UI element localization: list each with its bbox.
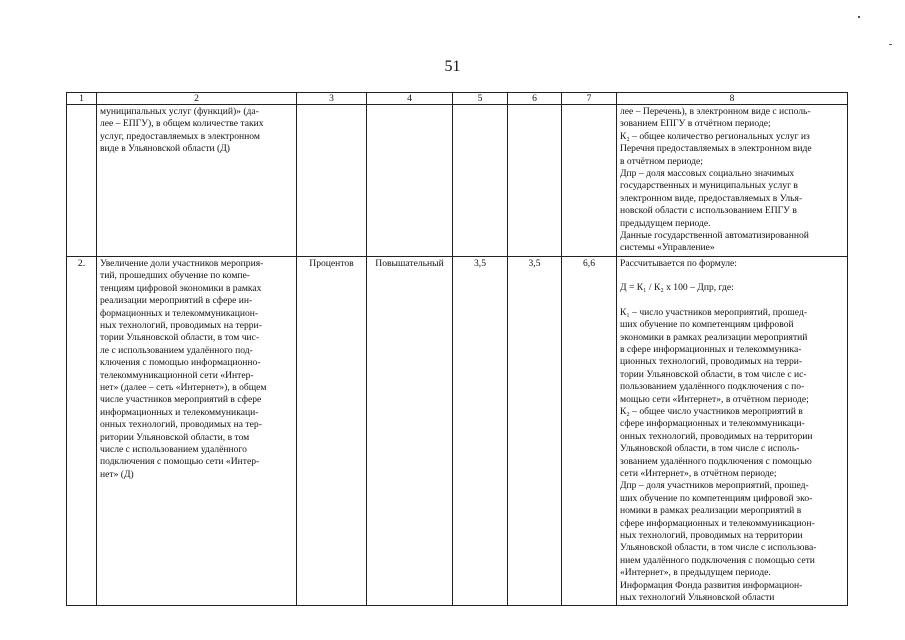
- text-line: числе участников мероприятий в сфере: [100, 394, 262, 406]
- value-cell: [508, 105, 562, 257]
- text-line: муниципальных услуг (функций)» (да-: [100, 106, 259, 117]
- text-line: ших обучение по компетенциям цифровой: [620, 319, 794, 331]
- text-line: нием удалённого подключения с помощью сети: [620, 554, 815, 566]
- text-line: электронном виде, предоставляемых в Улья-: [620, 192, 803, 204]
- indicator-name-cell: [97, 256, 297, 606]
- text-line: ключения с помощью информационно-: [100, 357, 261, 369]
- text-line: формационных и телекоммуникацион-: [100, 307, 259, 319]
- text-line: сети «Интернет», в отчётном периоде;: [620, 467, 777, 479]
- type-cell: [367, 105, 453, 257]
- text-line: К₂ – общее число участников мероприятий в: [620, 405, 803, 417]
- text-line: тории Ульяновской области, в том числе с ис-: [620, 368, 807, 380]
- header-cell: 2: [97, 93, 297, 105]
- table-row: [67, 105, 848, 257]
- text-line: в отчётном периоде;: [620, 155, 703, 167]
- method-cell: [617, 105, 848, 257]
- formula: Д = К₁ / К₂ х 100 – Дпр, где:: [620, 282, 734, 294]
- text-line: ных технологий, проводимых на терри-: [100, 319, 262, 331]
- text-line: онных технологий, проводимых на тер-: [100, 419, 262, 431]
- value-cell: [562, 105, 617, 257]
- text-line: лее – ЕПГУ), в общем количестве таких: [100, 118, 264, 130]
- text-line: пользованием удалённого подключения с по-: [620, 381, 805, 393]
- text-line: ных технологий Ульяновской области: [620, 592, 775, 604]
- text-line: Дпр – доля массовых социально значимых: [620, 168, 795, 180]
- row-number-cell: [67, 105, 97, 257]
- text-line: Информация Фонда развития информацион-: [620, 579, 803, 591]
- header-cell: 5: [453, 93, 508, 105]
- spacer: [620, 295, 844, 307]
- method-cell: [617, 256, 848, 606]
- text-line: ших обучение по компетенциям цифровой эко-: [620, 492, 813, 504]
- text-line: предыдущем периоде.: [620, 217, 711, 229]
- text-line: тий, прошедших обучение по компе-: [100, 270, 250, 282]
- table-row: [67, 256, 848, 606]
- text-line: виде в Ульяновской области (Д): [100, 143, 230, 155]
- text-line: Увеличение доли участников мероприя-: [100, 257, 264, 269]
- text-line: мощью сети «Интернет», в отчётном периоде;: [620, 393, 809, 405]
- text-line: тории Ульяновской области, в том чис-: [100, 332, 260, 344]
- text-line: онных технологий, проводимых на территории: [620, 430, 813, 442]
- text-line: тенциям цифровой экономики в рамках: [100, 282, 262, 294]
- header-cell: 6: [508, 93, 562, 105]
- text-line: зованием ЕПГУ в отчётном периоде;: [620, 118, 771, 130]
- text-line: Перечня предоставляемых в электронном виде: [620, 143, 812, 155]
- text-line: в сфере информационных и телекоммуника-: [620, 343, 802, 355]
- text-line: числе с использованием удалённого: [100, 443, 247, 455]
- text-line: Ульяновской области, в том числе с исполь-: [620, 443, 800, 455]
- header-cell: 1: [67, 93, 97, 105]
- value-cell: 6,6: [562, 256, 617, 606]
- text-line: лее – Перечень), в электронном виде с исполь-: [620, 106, 811, 117]
- text-line: системы «Управление»: [620, 242, 715, 254]
- header-cell: 4: [367, 93, 453, 105]
- indicator-table: [66, 92, 848, 606]
- text-line: телекоммуникационной сети «Интер-: [100, 369, 254, 381]
- page-number: 51: [444, 58, 461, 75]
- spacer: [620, 270, 844, 282]
- text-line: нет» (далее – сеть «Интернет»), в общем: [100, 381, 267, 393]
- text-line: государственных и муниципальных услуг в: [620, 180, 798, 192]
- text-line: информационных и телекоммуникаци-: [100, 406, 259, 418]
- text-line: реализации мероприятий в сфере ин-: [100, 295, 253, 307]
- row-number-cell: 2.: [67, 256, 97, 606]
- text-line: новской области с использованием ЕПГУ в: [620, 205, 797, 217]
- scan-mark: [858, 16, 860, 18]
- text-line: сфере информационных и телекоммуникаци-: [620, 418, 805, 430]
- header-cell: 3: [297, 93, 367, 105]
- value-cell: 3,5: [453, 256, 508, 606]
- text-line: ных технологий, проводимых на территории: [620, 530, 803, 541]
- value-cell: 3,5: [508, 256, 562, 606]
- text-line: ционных технологий, проводимых на терри-: [620, 356, 803, 368]
- text-line: Рассчитывается по формуле:: [620, 257, 737, 269]
- unit-cell: Процентов: [297, 256, 367, 606]
- text-line: номики в рамках реализации мероприятий в: [620, 505, 802, 517]
- text-line: подключения с помощью сети «Интер-: [100, 456, 260, 468]
- indicator-name-cell: [97, 105, 297, 257]
- text-line: Данные государственной автоматизированной: [620, 230, 809, 242]
- header-cell: 7: [562, 93, 617, 105]
- text-line: нет» (Д): [100, 468, 134, 480]
- text-line: ритории Ульяновской области, в том: [100, 431, 250, 443]
- unit-cell: [297, 105, 367, 257]
- text-line: экономики в рамках реализации мероприятий: [620, 331, 808, 343]
- table-header-row: [67, 93, 848, 105]
- text-line: Ульяновской области, в том числе с использова-: [620, 542, 817, 554]
- text-line: зованием удалённого подключения с помощью: [620, 455, 812, 467]
- type-cell: Повышательный: [367, 256, 453, 606]
- text-line: ле с использованием удалённого под-: [100, 344, 253, 356]
- text-line: услуг, предоставляемых в электронном: [100, 130, 260, 142]
- text-line: К₂ – общее количество региональных услуг из: [620, 130, 810, 142]
- scan-mark: [889, 44, 892, 45]
- text-line: К₁ – число участников мероприятий, прошед-: [620, 306, 808, 318]
- header-cell: 8: [617, 93, 848, 105]
- text-line: Дпр – доля участников мероприятий, прошед-: [620, 480, 809, 492]
- text-line: «Интернет», в предыдущем периоде.: [620, 567, 771, 579]
- text-line: сфере информационных и телекоммуникацион-: [620, 517, 815, 529]
- value-cell: [453, 105, 508, 257]
